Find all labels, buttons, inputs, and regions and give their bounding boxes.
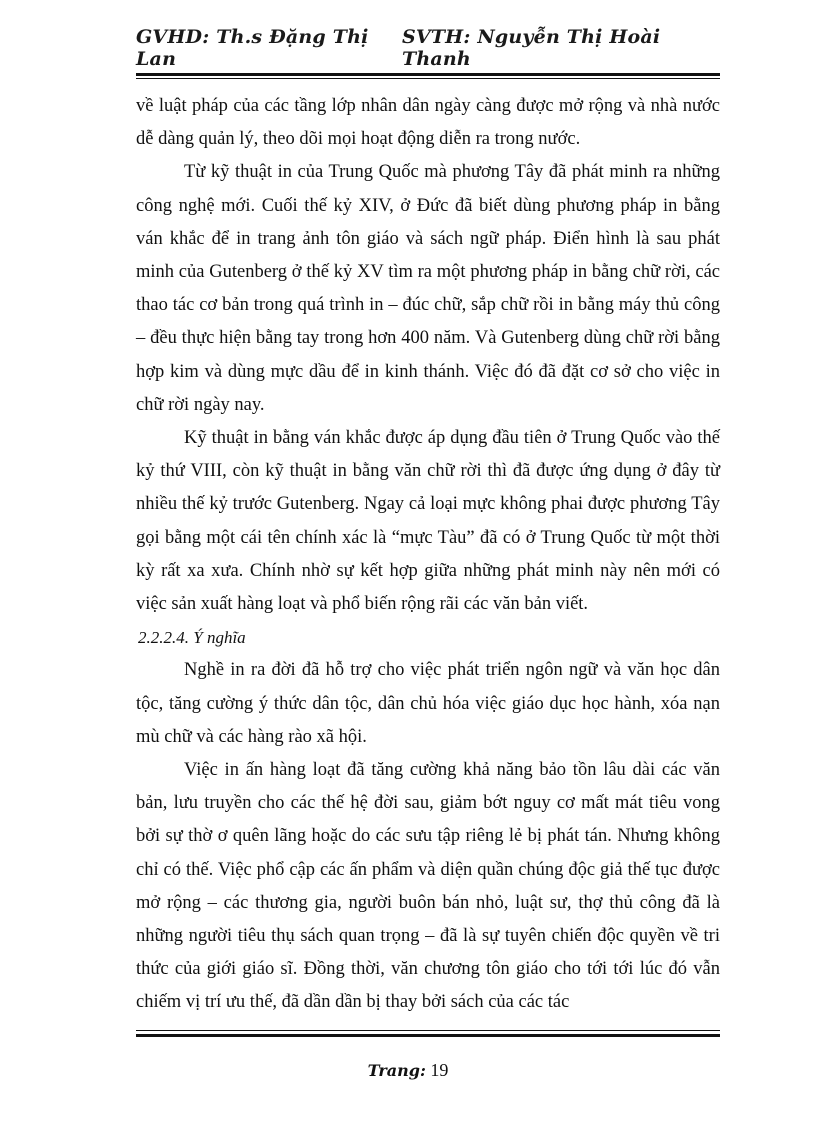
header-rule [136, 73, 720, 76]
page-body [136, 90, 720, 1020]
header-rule-thin [136, 78, 720, 79]
header-student: SVTH: Nguyễn Thị Hoài Thanh [401, 26, 661, 70]
page-number: 19 [430, 1060, 449, 1080]
page-label: Trang: [367, 1061, 426, 1080]
footer-rule [136, 1034, 720, 1037]
header-advisor: GVHD: Th.s Đặng Thị Lan [136, 26, 369, 70]
paragraph-mass-printing: Việc in ấn hàng loạt đã tăng cường khả năng bảo tồn lâu dài các văn bản, lưu truyền cho các thế hệ đời sau, giảm bớt nguy cơ mất mát tiêu vong bởi sự thờ ơ quên lãng hoặc do các sưu tập riêng lẻ bị phát tán. Nhưng không chỉ có thế. Việc phổ cập các ấn phẩm và diện quần chúng độc giả thế tục được mở rộng – các thương gia, người buôn bán nhỏ, luật sư, thợ thủ công đã là những người tiêu thụ sách quan trọng – đã là sự tuyên chiến độc quyền về tri thức của giới giáo sĩ. Đồng thời, văn chương tôn giáo cho tới tới lúc đó vẫn chiếm vị trí ưu thế, đã dần dần bị thay bởi sách của các tác [136, 760, 720, 1013]
paragraph-woodblock-printing: Kỹ thuật in bằng ván khắc được áp dụng đầu tiên ở Trung Quốc vào thế kỷ thứ VIII, còn kỹ thuật in bằng văn chữ rời thì đã được ứng dụng ở đây từ nhiều thế kỷ trước Gutenberg. Ngay cả loại mực không phai được phương Tây gọi bằng một cái tên chính xác là “mực Tàu” đã có ở Trung Quốc từ một thời kỳ rất xa xưa. Chính nhờ sự kết hợp giữa những phát minh này nên mới có việc sản xuất hàng loạt và phổ biến rộng rãi các văn bản viết. [136, 428, 720, 615]
section-heading: 2.2.2.4. Ý nghĩa [138, 628, 246, 648]
paragraph-western-printing: Từ kỹ thuật in của Trung Quốc mà phương Tây đã phát minh ra những công nghệ mới. Cuối thế kỷ XIV, ở Đức đã biết dùng phương pháp in bằng ván khắc để in trang ảnh tôn giáo và sách ngữ pháp. Điển hình là sau phát minh của Gutenberg ở thế kỷ XV tìm ra một phương pháp in bằng chữ rời, các thao tác cơ bản trong quá trình in – đúc chữ, sắp chữ rồi in bằng máy thủ công – đều thực hiện bằng tay trong hơn 400 năm. Và Gutenberg dùng chữ rời bằng hợp kim và dùng mực dầu để in kinh thánh. Việc đó đã đặt cơ sở cho việc in chữ rời ngày nay. [136, 162, 720, 415]
footer-rule-thin [136, 1030, 720, 1031]
paragraph-significance: Nghề in ra đời đã hỗ trợ cho việc phát triển ngôn ngữ và văn học dân tộc, tăng cường ý thức dân tộc, dân chủ hóa việc giáo dục học hành, xóa nạn mù chữ và các hàng rào xã hội. [136, 660, 720, 747]
page-footer [0, 1060, 816, 1081]
paragraph-continuation: về luật pháp của các tầng lớp nhân dân ngày càng được mở rộng và nhà nước dễ dàng quản lý, theo dõi mọi hoạt động diễn ra trong nước. [136, 96, 720, 150]
page-header [136, 26, 720, 70]
